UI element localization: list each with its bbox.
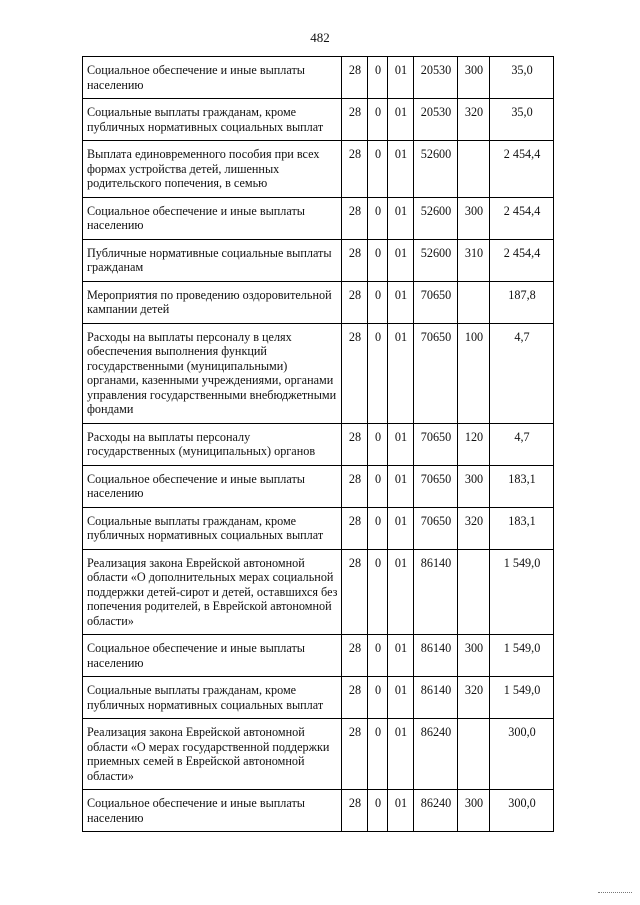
expense-name-cell: Мероприятия по проведению оздоровительной кампании детей — [83, 281, 342, 323]
budget-table — [82, 56, 554, 832]
section-code-cell: 0 — [368, 677, 388, 719]
amount-cell: 300,0 — [490, 790, 554, 832]
table-row — [83, 141, 554, 198]
ministry-code-cell: 28 — [342, 549, 368, 635]
expense-name-cell: Реализация закона Еврейской автономной области «О мерах государственной поддержки приемных семей в Еврейской автономной области» — [83, 719, 342, 790]
ministry-code-cell: 28 — [342, 677, 368, 719]
section-code-cell: 0 — [368, 719, 388, 790]
subsection-code-cell: 01 — [388, 719, 414, 790]
amount-cell: 187,8 — [490, 281, 554, 323]
expense-type-cell: 320 — [458, 677, 490, 719]
expense-type-cell: 310 — [458, 239, 490, 281]
table-row — [83, 635, 554, 677]
section-code-cell: 0 — [368, 141, 388, 198]
subsection-code-cell: 01 — [388, 281, 414, 323]
amount-cell: 4,7 — [490, 423, 554, 465]
amount-cell: 35,0 — [490, 99, 554, 141]
table-row — [83, 549, 554, 635]
amount-cell: 183,1 — [490, 465, 554, 507]
amount-cell: 35,0 — [490, 57, 554, 99]
target-article-cell: 20530 — [414, 99, 458, 141]
expense-type-cell — [458, 719, 490, 790]
expense-name-cell: Социальное обеспечение и иные выплаты населению — [83, 465, 342, 507]
section-code-cell: 0 — [368, 57, 388, 99]
section-code-cell: 0 — [368, 790, 388, 832]
expense-type-cell — [458, 141, 490, 198]
section-code-cell: 0 — [368, 507, 388, 549]
table-row — [83, 790, 554, 832]
section-code-cell: 0 — [368, 423, 388, 465]
section-code-cell: 0 — [368, 99, 388, 141]
subsection-code-cell: 01 — [388, 677, 414, 719]
amount-cell: 1 549,0 — [490, 677, 554, 719]
ministry-code-cell: 28 — [342, 635, 368, 677]
table-row — [83, 507, 554, 549]
subsection-code-cell: 01 — [388, 635, 414, 677]
ministry-code-cell: 28 — [342, 719, 368, 790]
ministry-code-cell: 28 — [342, 99, 368, 141]
amount-cell: 183,1 — [490, 507, 554, 549]
expense-name-cell: Социальное обеспечение и иные выплаты населению — [83, 197, 342, 239]
target-article-cell: 70650 — [414, 465, 458, 507]
expense-name-cell: Социальное обеспечение и иные выплаты населению — [83, 790, 342, 832]
expense-name-cell: Социальное обеспечение и иные выплаты населению — [83, 57, 342, 99]
target-article-cell: 86140 — [414, 677, 458, 719]
expense-name-cell: Социальное обеспечение и иные выплаты населению — [83, 635, 342, 677]
section-code-cell: 0 — [368, 549, 388, 635]
table-row — [83, 57, 554, 99]
subsection-code-cell: 01 — [388, 141, 414, 198]
ministry-code-cell: 28 — [342, 507, 368, 549]
ministry-code-cell: 28 — [342, 465, 368, 507]
subsection-code-cell: 01 — [388, 323, 414, 423]
expense-name-cell: Расходы на выплаты персоналу в целях обеспечения выполнения функций государственными (муниципальными) органами, казенными учреждениями, органами управления государственными внебюджетными фондами — [83, 323, 342, 423]
expense-type-cell: 320 — [458, 507, 490, 549]
expense-type-cell — [458, 549, 490, 635]
table-row — [83, 465, 554, 507]
expense-name-cell: Социальные выплаты гражданам, кроме публичных нормативных социальных выплат — [83, 99, 342, 141]
table-row — [83, 281, 554, 323]
target-article-cell: 86140 — [414, 549, 458, 635]
table-row — [83, 239, 554, 281]
ministry-code-cell: 28 — [342, 141, 368, 198]
subsection-code-cell: 01 — [388, 423, 414, 465]
table-row — [83, 99, 554, 141]
table-body — [83, 57, 554, 832]
amount-cell: 2 454,4 — [490, 141, 554, 198]
ministry-code-cell: 28 — [342, 239, 368, 281]
amount-cell: 1 549,0 — [490, 549, 554, 635]
subsection-code-cell: 01 — [388, 790, 414, 832]
expense-type-cell: 100 — [458, 323, 490, 423]
subsection-code-cell: 01 — [388, 507, 414, 549]
section-code-cell: 0 — [368, 281, 388, 323]
expense-name-cell: Выплата единовременного пособия при всех формах устройства детей, лишенных родительского попечения, в семью — [83, 141, 342, 198]
subsection-code-cell: 01 — [388, 99, 414, 141]
expense-type-cell: 300 — [458, 57, 490, 99]
amount-cell: 300,0 — [490, 719, 554, 790]
expense-name-cell: Реализация закона Еврейской автономной области «О дополнительных мерах социальной поддержки детей-сирот и детей, оставшихся без попечения родителей, в Еврейской автономной области» — [83, 549, 342, 635]
expense-type-cell: 120 — [458, 423, 490, 465]
subsection-code-cell: 01 — [388, 465, 414, 507]
subsection-code-cell: 01 — [388, 57, 414, 99]
table-row — [83, 423, 554, 465]
table-row — [83, 197, 554, 239]
table-row — [83, 323, 554, 423]
target-article-cell: 86140 — [414, 635, 458, 677]
target-article-cell: 52600 — [414, 197, 458, 239]
ministry-code-cell: 28 — [342, 790, 368, 832]
ministry-code-cell: 28 — [342, 281, 368, 323]
section-code-cell: 0 — [368, 465, 388, 507]
ministry-code-cell: 28 — [342, 57, 368, 99]
expense-type-cell: 320 — [458, 99, 490, 141]
section-code-cell: 0 — [368, 323, 388, 423]
target-article-cell: 86240 — [414, 790, 458, 832]
amount-cell: 2 454,4 — [490, 197, 554, 239]
subsection-code-cell: 01 — [388, 549, 414, 635]
table-row — [83, 677, 554, 719]
target-article-cell: 52600 — [414, 239, 458, 281]
target-article-cell: 52600 — [414, 141, 458, 198]
expense-type-cell: 300 — [458, 465, 490, 507]
expense-type-cell: 300 — [458, 635, 490, 677]
amount-cell: 4,7 — [490, 323, 554, 423]
table-row — [83, 719, 554, 790]
section-code-cell: 0 — [368, 197, 388, 239]
expense-type-cell: 300 — [458, 197, 490, 239]
target-article-cell: 70650 — [414, 323, 458, 423]
page-number: 482 — [310, 30, 330, 45]
expense-name-cell: Расходы на выплаты персоналу государственных (муниципальных) органов — [83, 423, 342, 465]
ministry-code-cell: 28 — [342, 423, 368, 465]
expense-type-cell: 300 — [458, 790, 490, 832]
expense-name-cell: Публичные нормативные социальные выплаты гражданам — [83, 239, 342, 281]
expense-name-cell: Социальные выплаты гражданам, кроме публичных нормативных социальных выплат — [83, 507, 342, 549]
section-code-cell: 0 — [368, 239, 388, 281]
amount-cell: 1 549,0 — [490, 635, 554, 677]
scan-edge-marks — [598, 892, 632, 896]
ministry-code-cell: 28 — [342, 197, 368, 239]
subsection-code-cell: 01 — [388, 239, 414, 281]
section-code-cell: 0 — [368, 635, 388, 677]
target-article-cell: 70650 — [414, 281, 458, 323]
ministry-code-cell: 28 — [342, 323, 368, 423]
target-article-cell: 20530 — [414, 57, 458, 99]
expense-type-cell — [458, 281, 490, 323]
target-article-cell: 70650 — [414, 507, 458, 549]
target-article-cell: 86240 — [414, 719, 458, 790]
subsection-code-cell: 01 — [388, 197, 414, 239]
amount-cell: 2 454,4 — [490, 239, 554, 281]
target-article-cell: 70650 — [414, 423, 458, 465]
expense-name-cell: Социальные выплаты гражданам, кроме публичных нормативных социальных выплат — [83, 677, 342, 719]
